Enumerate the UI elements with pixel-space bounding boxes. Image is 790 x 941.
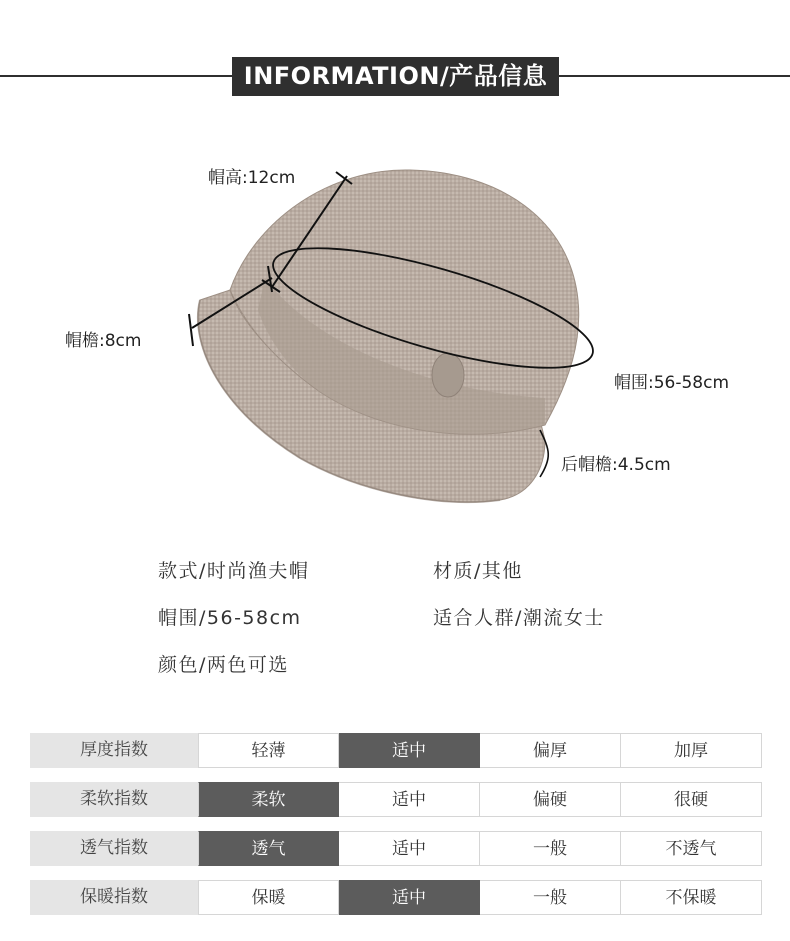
spec-size: 帽围/56-58cm [158,607,302,629]
index-row-warmth [30,880,762,915]
index-option: 一般 [480,880,621,915]
index-option: 柔软 [198,782,339,817]
brim-label: 帽檐:8cm [65,331,142,351]
index-option: 保暖 [198,880,339,915]
spec-style: 款式/时尚渔夫帽 [158,560,310,582]
index-label: 透气指数 [30,831,198,866]
index-option: 很硬 [621,782,762,817]
index-option: 不透气 [621,831,762,866]
index-option: 偏厚 [480,733,621,768]
spec-audience: 适合人群/潮流女士 [433,607,605,629]
product-diagram [0,140,790,540]
index-option: 适中 [339,782,480,817]
index-option: 透气 [198,831,339,866]
spec-color: 颜色/两色可选 [158,654,289,676]
index-label: 柔软指数 [30,782,198,817]
index-option: 适中 [339,733,480,768]
height-label: 帽高:12cm [208,168,296,188]
index-option: 偏硬 [480,782,621,817]
back-brim-label: 后帽檐:4.5cm [561,455,671,475]
index-option: 加厚 [621,733,762,768]
circumference-label: 帽围:56-58cm [614,373,730,393]
spec-material: 材质/其他 [433,560,523,582]
index-label: 保暖指数 [30,880,198,915]
index-option: 一般 [480,831,621,866]
index-option: 适中 [339,880,480,915]
hat-knot [432,353,464,397]
index-label: 厚度指数 [30,733,198,768]
section-title: INFORMATION/产品信息 [232,57,559,96]
index-option: 不保暖 [621,880,762,915]
index-row-softness [30,782,762,817]
index-option: 轻薄 [198,733,339,768]
index-row-breathability [30,831,762,866]
index-row-thickness [30,733,762,768]
index-option: 适中 [339,831,480,866]
